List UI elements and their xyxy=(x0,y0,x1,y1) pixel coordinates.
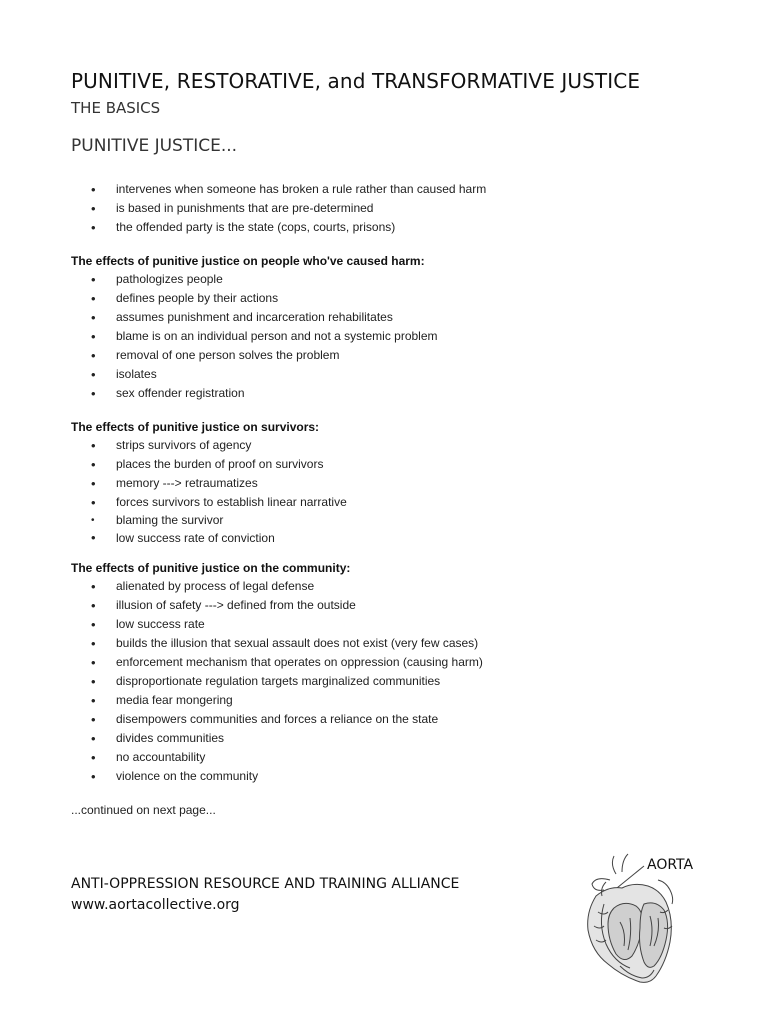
bullet-icon: • xyxy=(91,220,96,235)
footer-url: www.aortacollective.org xyxy=(71,897,240,913)
list-item-text: illusion of safety ---> defined from the outside xyxy=(116,598,356,612)
list-item-text: strips survivors of agency xyxy=(116,438,252,452)
list-item xyxy=(0,436,347,455)
list-item xyxy=(0,346,438,365)
bullet-icon: • xyxy=(91,495,96,510)
list-item-text: disempowers communities and forces a reliance on the state xyxy=(116,712,439,726)
list-item xyxy=(0,691,483,710)
page-title: PUNITIVE, RESTORATIVE, and TRANSFORMATIVE JUSTICE xyxy=(71,69,641,93)
list-item xyxy=(0,710,483,729)
bullet-icon: • xyxy=(91,530,96,545)
bullet-icon: • xyxy=(91,674,96,689)
bullet-icon: • xyxy=(91,201,96,216)
page-subtitle: THE BASICS xyxy=(71,99,161,117)
footer-org-name: ANTI-OPPRESSION RESOURCE AND TRAINING ALLIANCE xyxy=(71,876,460,892)
list-item xyxy=(0,218,486,237)
list-item xyxy=(0,512,347,529)
bullet-icon: • xyxy=(91,655,96,670)
list-item-text: alienated by process of legal defense xyxy=(116,579,315,593)
bullet-icon: • xyxy=(91,386,96,401)
list-item xyxy=(0,327,438,346)
list-item-text: intervenes when someone has broken a rule rather than caused harm xyxy=(116,182,487,196)
list-item-text: low success rate xyxy=(116,617,205,631)
list-item xyxy=(0,653,483,672)
list-item-text: no accountability xyxy=(116,750,206,764)
list-item xyxy=(0,672,483,691)
bullet-icon: • xyxy=(91,750,96,765)
bullet-icon: • xyxy=(91,367,96,382)
list-item-text: enforcement mechanism that operates on oppression (causing harm) xyxy=(116,655,483,669)
intro-bullet-list xyxy=(0,180,486,237)
list-item xyxy=(0,529,347,547)
list-item xyxy=(0,634,483,653)
list-item xyxy=(0,199,486,218)
list-item-text: places the burden of proof on survivors xyxy=(116,457,324,471)
bullet-icon: • xyxy=(91,617,96,632)
list-item-text: low success rate of conviction xyxy=(116,531,275,545)
bullet-icon: • xyxy=(91,348,96,363)
list-item-text: forces survivors to establish linear narrative xyxy=(116,495,347,509)
list-item-text: media fear mongering xyxy=(116,693,233,707)
list-item xyxy=(0,615,483,634)
list-item xyxy=(0,729,483,748)
list-item-text: assumes punishment and incarceration rehabilitates xyxy=(116,310,393,324)
list-item-text: the offended party is the state (cops, courts, prisons) xyxy=(116,220,396,234)
section-title: PUNITIVE JUSTICE... xyxy=(71,136,238,156)
list-item-text: memory ---> retraumatizes xyxy=(116,476,258,490)
list-item-text: violence on the community xyxy=(116,769,259,783)
list-item xyxy=(0,596,483,615)
community-bullet-list xyxy=(0,577,483,786)
bullet-icon: • xyxy=(91,769,96,784)
list-item-text: sex offender registration xyxy=(116,386,245,400)
continued-note: ...continued on next page... xyxy=(71,803,216,817)
survivors-section-heading: The effects of punitive justice on survivors: xyxy=(71,420,320,434)
list-item-text: blame is on an individual person and not a systemic problem xyxy=(116,329,438,343)
harm-section-heading: The effects of punitive justice on people who've caused harm: xyxy=(71,254,425,268)
list-item-text: divides communities xyxy=(116,731,225,745)
list-item xyxy=(0,270,438,289)
list-item-text: removal of one person solves the problem xyxy=(116,348,340,362)
list-item xyxy=(0,289,438,308)
list-item xyxy=(0,180,486,199)
list-item-text: defines people by their actions xyxy=(116,291,279,305)
list-item xyxy=(0,577,483,596)
bullet-icon: • xyxy=(91,476,96,491)
list-item-text: blaming the survivor xyxy=(116,513,224,527)
bullet-icon: • xyxy=(91,579,96,594)
list-item-text: builds the illusion that sexual assault does not exist (very few cases) xyxy=(116,636,479,650)
logo-text: AORTA xyxy=(647,857,694,873)
list-item xyxy=(0,748,483,767)
list-item-text: pathologizes people xyxy=(116,272,223,286)
list-item-text: disproportionate regulation targets marginalized communities xyxy=(116,674,441,688)
community-section-heading: The effects of punitive justice on the community: xyxy=(71,561,351,575)
list-item xyxy=(0,365,438,384)
list-item xyxy=(0,384,438,403)
list-item-text: isolates xyxy=(116,367,157,381)
bullet-icon: • xyxy=(91,598,96,613)
list-item xyxy=(0,767,483,786)
bullet-icon: • xyxy=(91,712,96,727)
bullet-icon: • xyxy=(91,291,96,306)
bullet-icon: • xyxy=(91,438,96,453)
bullet-icon: • xyxy=(91,310,96,325)
bullet-icon: • xyxy=(91,457,96,472)
bullet-icon: • xyxy=(91,329,96,344)
bullet-icon: • xyxy=(91,636,96,651)
survivors-bullet-list xyxy=(0,436,347,547)
bullet-icon: • xyxy=(91,515,95,526)
list-item xyxy=(0,455,347,474)
bullet-icon: • xyxy=(91,272,96,287)
bullet-icon: • xyxy=(91,731,96,746)
list-item xyxy=(0,493,347,512)
bullet-icon: • xyxy=(91,693,96,708)
list-item xyxy=(0,474,347,493)
list-item xyxy=(0,308,438,327)
list-item-text: is based in punishments that are pre-determined xyxy=(116,201,374,215)
bullet-icon: • xyxy=(91,182,96,197)
harm-bullet-list xyxy=(0,270,438,403)
